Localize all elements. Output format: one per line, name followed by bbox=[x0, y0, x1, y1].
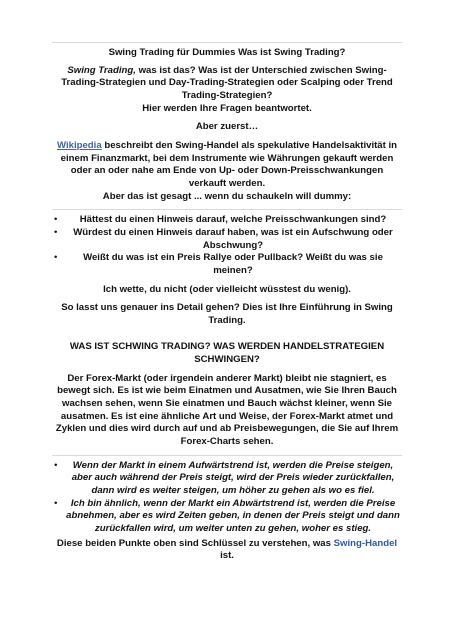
list-item: • Würdest du einen Hinweis darauf haben, was ist ein Aufschwung oder Abschwung? bbox=[52, 227, 402, 252]
document-title: Swing Trading für Dummies Was ist Swing Trading? bbox=[108, 47, 346, 58]
wiki-text: beschreibt den Swing-Handel als spekulative Handelsaktivität in einem Finanzmarkt, bei dem Instrumente wie Währungen gekauft werden oder an oder nahe am Ende von Up- oder Down-Preisschwankungen verkauft werden. bbox=[60, 139, 398, 189]
list-item: • Ich bin ähnlich, wenn der Markt ein Abwärtstrend ist, werden die Preise abnehmen, aber es wird Zeiten geben, in denen der Preis steigt und dann zurückfallen wird, um weiter unten zu gehen, woher es stieg. bbox=[52, 498, 402, 536]
divider bbox=[52, 455, 402, 456]
wiki-paragraph bbox=[52, 140, 402, 203]
divider bbox=[52, 209, 402, 210]
closing-prefix: Diese beiden Punkte oben sind Schlüssel zu verstehen, was bbox=[56, 537, 334, 549]
forex-paragraph: Der Forex-Markt (oder irgendein anderer Markt) bleibt nie stagniert, es bewegt sich. Es ist wie beim Einatmen und Ausatmen, wie Sie Ihren Bauch wachsen sehen, wenn Sie einatmen und Bauch wächst kleiner, wenn Sie ausatmen. Es ist eine ähnliche Art und Weise, der Forex-Markt atmet und Zyklen und dies wird durch auf und ab Preisbewegungen, die Sie auf Ihrem Forex-Charts sehen. bbox=[55, 372, 399, 448]
list-item: • Wenn der Markt in einem Aufwärtstrend ist, werden die Preise steigen, aber auch während der Preis steigt, wird der Preis wieder zurückfallen, dann wird es weiter steigen, um höher zu gehen als wo es fiel. bbox=[52, 460, 402, 498]
list-item: • Weißt du was ist ein Preis Rallye oder Pullback? Weißt du was sie meinen? bbox=[52, 252, 402, 277]
closing-suffix: ist. bbox=[220, 550, 234, 562]
intro-answer: Hier werden Ihre Fragen beantwortet. bbox=[142, 102, 312, 114]
aber-gesagt: Aber das ist gesagt ... wenn du schaukeln will dummy: bbox=[102, 190, 352, 202]
closing-line bbox=[52, 538, 402, 563]
intro-paragraph bbox=[52, 65, 402, 116]
wette-line: Ich wette, du nicht (oder vielleicht wüsstest du wenig). bbox=[103, 283, 351, 295]
document-body bbox=[52, 38, 402, 569]
top-divider bbox=[52, 42, 402, 43]
einfuehrung-line: So lasst uns genauer ins Detail gehen? Dies ist Ihre Einführung in Swing Trading. bbox=[61, 302, 393, 326]
questions-list bbox=[52, 214, 402, 277]
aber-zuerst: Aber zuerst… bbox=[195, 121, 259, 133]
swing-handel-link[interactable]: Swing-Handel bbox=[333, 537, 398, 549]
intro-italic: Swing Trading, bbox=[67, 64, 136, 76]
intro-text: was ist das? Was ist der Unterschied zwischen Swing-Trading-Strategien und Day-Trading-Strategien oder Scalping oder Trend Trading-Strategien? bbox=[61, 64, 393, 101]
list-item: • Hättest du einen Hinweis darauf, welche Preisschwankungen sind? bbox=[52, 214, 402, 227]
section-heading: WAS IST SCHWING TRADING? WAS WERDEN HANDELSTRATEGIEN SCHWINGEN? bbox=[69, 341, 385, 366]
wikipedia-link[interactable]: Wikipedia bbox=[56, 139, 102, 151]
trend-list bbox=[52, 460, 402, 536]
